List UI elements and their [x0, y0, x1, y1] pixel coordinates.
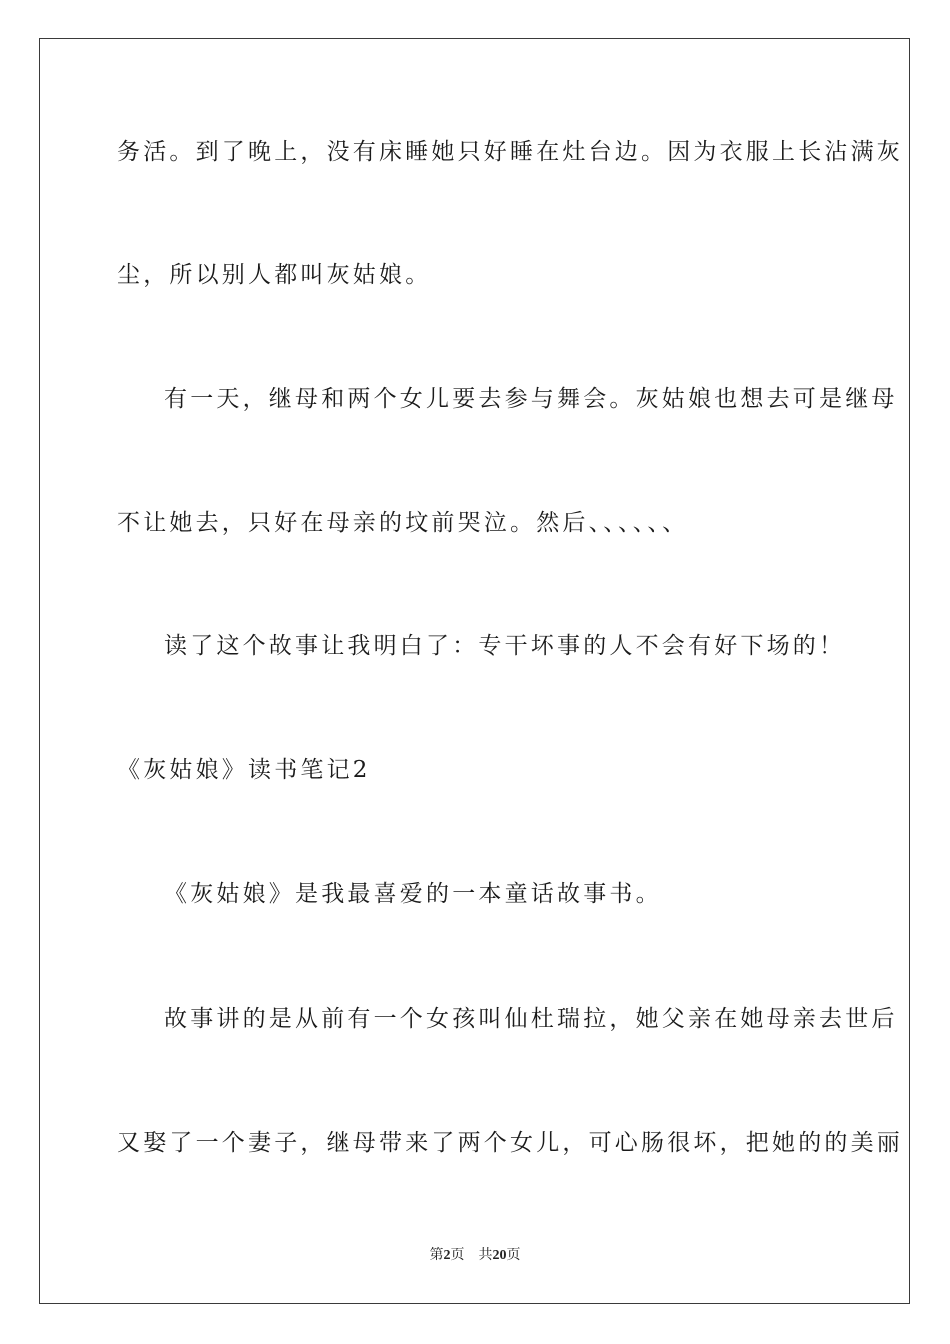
page-border: [39, 38, 910, 1304]
footer-page-current: 2: [443, 1248, 451, 1263]
footer-page-prefix: 第: [429, 1247, 444, 1263]
body-line-2: 尘，所以别人都叫灰姑娘。: [117, 262, 432, 288]
section-heading: 《灰姑娘》读书笔记2: [117, 757, 371, 783]
body-line-9: 又娶了一个妻子，继母带来了两个女儿，可心肠很坏，把她的的美丽: [117, 1130, 903, 1156]
paragraph-line-5: 读了这个故事让我明白了：专干坏事的人不会有好下场的！: [164, 633, 846, 659]
footer-total-prefix: 共: [478, 1247, 493, 1263]
body-line-1: 务活。到了晚上，没有床睡她只好睡在灶台边。因为衣服上长沾满灰: [117, 139, 903, 165]
paragraph-line-8: 故事讲的是从前有一个女孩叫仙杜瑞拉，她父亲在她母亲去世后: [164, 1006, 898, 1032]
paragraph-line-3: 有一天，继母和两个女儿要去参与舞会。灰姑娘也想去可是继母: [164, 386, 898, 412]
body-line-4: 不让她去，只好在母亲的坟前哭泣。然后、、、、、、: [117, 510, 689, 536]
footer-page-total: 20: [492, 1248, 507, 1263]
footer-page-mid: 页: [450, 1247, 465, 1263]
paragraph-line-7: 《灰姑娘》是我最喜爱的一本童话故事书。: [164, 881, 662, 907]
page-footer: [0, 1246, 950, 1265]
footer-total-suffix: 页: [506, 1247, 521, 1263]
